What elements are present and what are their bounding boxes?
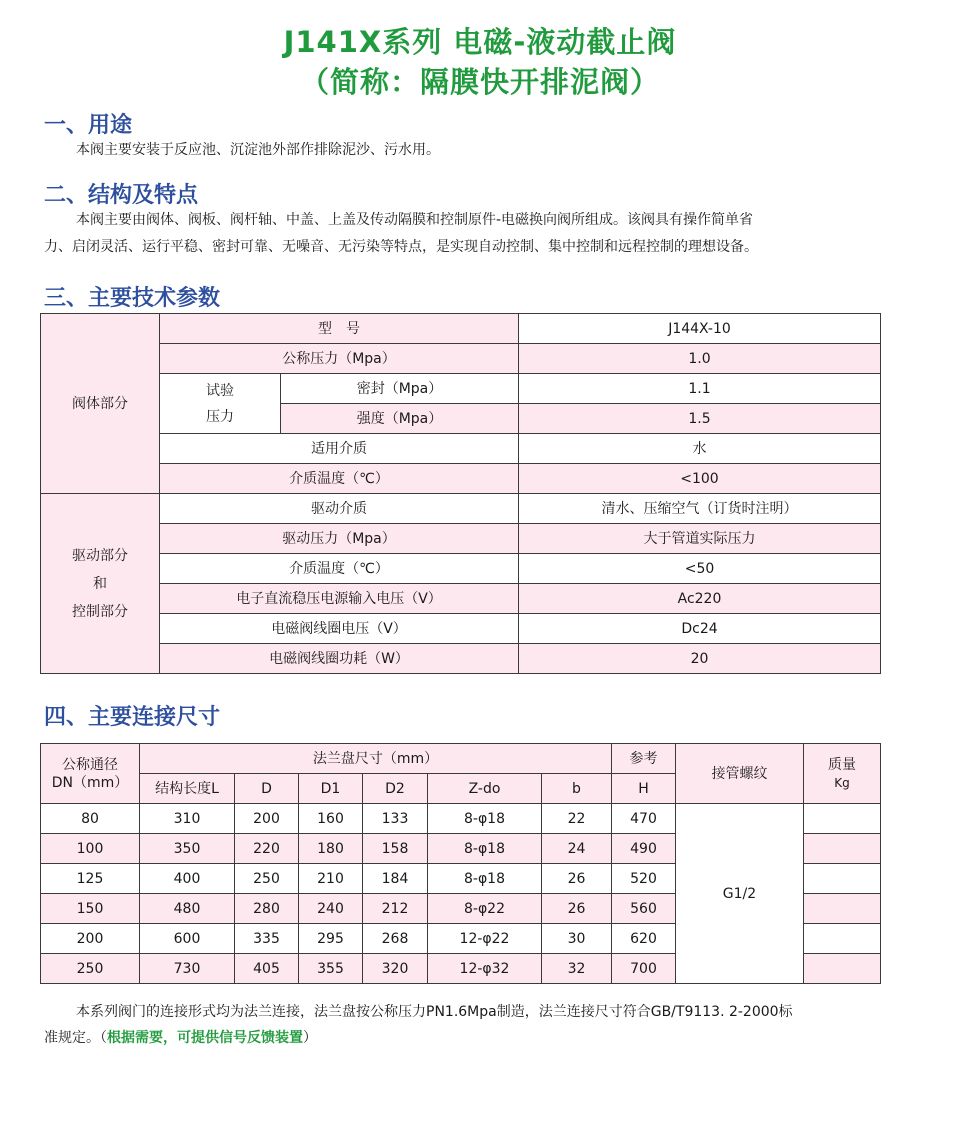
cell: 8-φ22 [428, 894, 542, 924]
param-value: Dc24 [519, 614, 881, 644]
cell: 26 [542, 894, 612, 924]
cell: 490 [612, 834, 676, 864]
param-label: 驱动介质 [160, 494, 519, 524]
page-title-line2: （简称：隔膜快开排泥阀） [299, 65, 660, 99]
note-line2-start: 准规定。（ [44, 1030, 107, 1046]
param-label: 适用介质 [160, 434, 519, 464]
note-line1: 本系列阀门的连接形式均为法兰连接，法兰盘按公称压力PN1.6Mpa制造，法兰连接尺寸符合GB/T9113. 2-2000标 [76, 1004, 793, 1020]
param-label: 强度（Mpa） [281, 404, 519, 434]
group-valve-body: 阀体部分 [41, 314, 160, 494]
header-col: D [235, 774, 299, 804]
param-value: 水 [519, 434, 881, 464]
header-dn [41, 744, 140, 804]
mass-cell [804, 864, 881, 894]
structure-text-line1: 本阀主要由阀体、阀板、阀杆轴、中盖、上盖及传动隔膜和控制原件-电磁换向阀所组成。该阀具有操作简单省 [76, 212, 754, 228]
cell: 133 [363, 804, 428, 834]
cell: 405 [235, 954, 299, 984]
header-dn-line2: DN（mm） [51, 774, 129, 791]
structure-text-line2: 力、启闭灵活、运行平稳、密封可靠、无噪音、无污染等特点，是实现自动控制、集中控制和远程控制的理想设备。 [44, 239, 758, 255]
cell: 470 [612, 804, 676, 834]
param-label: 介质温度（℃） [160, 554, 519, 584]
cell: 480 [140, 894, 235, 924]
param-value: Ac220 [519, 584, 881, 614]
cell: 8-φ18 [428, 864, 542, 894]
cell: 520 [612, 864, 676, 894]
param-label: 密封（Mpa） [281, 374, 519, 404]
header-flange: 法兰盘尺寸（mm） [140, 744, 612, 774]
cell: 80 [41, 804, 140, 834]
header-col: Z-do [428, 774, 542, 804]
cell: 12-φ32 [428, 954, 542, 984]
cell: 200 [235, 804, 299, 834]
section-heading-structure: 二、结构及特点 [44, 183, 199, 208]
group-drive-line3: 控制部分 [72, 603, 128, 620]
mass-cell [804, 924, 881, 954]
header-col: 结构长度L [140, 774, 235, 804]
section-heading-dimensions: 四、主要连接尺寸 [44, 705, 221, 730]
cell: 620 [612, 924, 676, 954]
cell: 200 [41, 924, 140, 954]
mass-cell [804, 894, 881, 924]
mass-cell [804, 954, 881, 984]
param-label: 电磁阀线圈功耗（W） [160, 644, 519, 674]
group-drive-control [41, 494, 160, 674]
note-line2 [44, 1024, 317, 1052]
note-line2-highlight: 根据需要，可提供信号反馈装置 [107, 1030, 303, 1046]
cell: 8-φ18 [428, 804, 542, 834]
table-row [41, 804, 881, 834]
cell: 310 [140, 804, 235, 834]
cell: 210 [299, 864, 363, 894]
header-col: D1 [299, 774, 363, 804]
cell: 700 [612, 954, 676, 984]
cell: 160 [299, 804, 363, 834]
cell: 212 [363, 894, 428, 924]
header-dn-line1: 公称通径 [62, 756, 118, 773]
param-value: 20 [519, 644, 881, 674]
cell: 30 [542, 924, 612, 954]
cell: 100 [41, 834, 140, 864]
cell: 335 [235, 924, 299, 954]
param-value: 1.0 [519, 344, 881, 374]
param-value: 大于管道实际压力 [519, 524, 881, 554]
header-col: H [612, 774, 676, 804]
header-thread: 接管螺纹 [676, 744, 804, 804]
page-title-line1: J141X系列 电磁-液动截止阀 [283, 25, 677, 59]
cell: 22 [542, 804, 612, 834]
cell: 24 [542, 834, 612, 864]
mass-cell [804, 834, 881, 864]
test-pressure-label [160, 374, 281, 434]
param-label: 型 号 [160, 314, 519, 344]
cell: 295 [299, 924, 363, 954]
header-col: D2 [363, 774, 428, 804]
header-ref: 参考 [612, 744, 676, 774]
cell: 320 [363, 954, 428, 984]
group-drive-line1: 驱动部分 [72, 547, 128, 564]
cell: 250 [41, 954, 140, 984]
section-heading-usage: 一、用途 [44, 113, 133, 138]
param-label: 驱动压力（Mpa） [160, 524, 519, 554]
cell: 280 [235, 894, 299, 924]
param-label: 电子直流稳压电源输入电压（V） [160, 584, 519, 614]
param-label: 介质温度（℃） [160, 464, 519, 494]
header-col: b [542, 774, 612, 804]
usage-text: 本阀主要安装于反应池、沉淀池外部作排除泥沙、污水用。 [76, 142, 440, 158]
test-pressure-line2: 压力 [206, 408, 234, 425]
cell: 125 [41, 864, 140, 894]
thread-value: G1/2 [676, 804, 804, 984]
cell: 8-φ18 [428, 834, 542, 864]
cell: 355 [299, 954, 363, 984]
param-value: 1.5 [519, 404, 881, 434]
cell: 730 [140, 954, 235, 984]
header-mass [804, 744, 881, 804]
cell: 560 [612, 894, 676, 924]
parameters-table [40, 313, 881, 674]
cell: 220 [235, 834, 299, 864]
param-value: <50 [519, 554, 881, 584]
dimensions-table [40, 743, 881, 984]
param-label: 公称压力（Mpa） [160, 344, 519, 374]
cell: 240 [299, 894, 363, 924]
section-heading-parameters: 三、主要技术参数 [44, 286, 221, 311]
mass-cell [804, 804, 881, 834]
cell: 350 [140, 834, 235, 864]
param-value: J144X-10 [519, 314, 881, 344]
cell: 250 [235, 864, 299, 894]
cell: 400 [140, 864, 235, 894]
note-line2-end: ） [303, 1030, 317, 1046]
cell: 12-φ22 [428, 924, 542, 954]
header-mass-line2: Kg [834, 775, 850, 790]
cell: 158 [363, 834, 428, 864]
param-value: 清水、压缩空气（订货时注明） [519, 494, 881, 524]
header-mass-line1: 质量 [828, 756, 856, 773]
cell: 600 [140, 924, 235, 954]
param-value: <100 [519, 464, 881, 494]
cell: 184 [363, 864, 428, 894]
param-label: 电磁阀线圈电压（V） [160, 614, 519, 644]
group-drive-line2: 和 [93, 575, 107, 592]
test-pressure-line1: 试验 [206, 382, 234, 399]
cell: 180 [299, 834, 363, 864]
cell: 150 [41, 894, 140, 924]
cell: 268 [363, 924, 428, 954]
cell: 32 [542, 954, 612, 984]
param-value: 1.1 [519, 374, 881, 404]
cell: 26 [542, 864, 612, 894]
